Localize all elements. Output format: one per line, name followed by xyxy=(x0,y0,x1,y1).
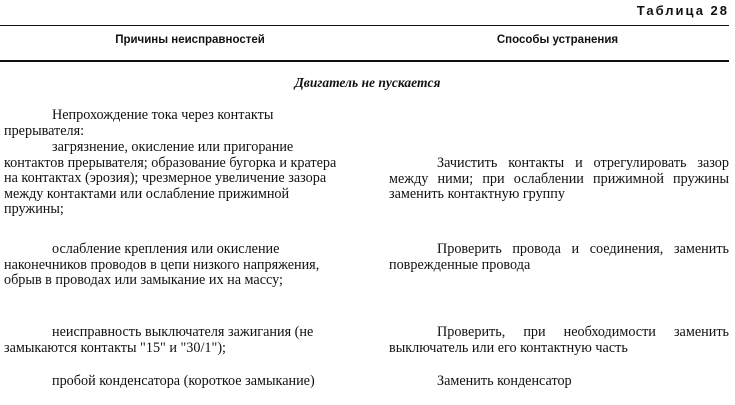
cause-2 xyxy=(4,242,346,289)
intro-label: Непрохождение тока через контакты прерывателя: xyxy=(4,107,274,139)
header-causes: Причины неисправностей xyxy=(115,34,265,46)
remedy-2 xyxy=(389,242,729,273)
cause-1-text: загрязнение, окисление или пригорание контактов прерывателя; образование бугорка и кратера на контактах (эрозия); чрезмерное увеличение зазора между контактами или ослабление прижимной пружины; xyxy=(4,139,337,217)
table-number: Таблица 28 xyxy=(636,3,729,18)
intro-text xyxy=(4,108,346,139)
top-rule xyxy=(0,25,729,26)
header-remedies: Способы устранения xyxy=(496,34,619,46)
cause-3 xyxy=(4,325,346,356)
cause-1 xyxy=(4,140,346,218)
remedy-3-text: Проверить, при необходимости заменить выключатель или его контактную часть xyxy=(389,324,729,356)
header-rule xyxy=(0,60,729,62)
remedy-3 xyxy=(389,325,729,356)
remedy-4-text: Заменить конденсатор xyxy=(437,373,572,389)
cause-4-text: пробой конденсатора (короткое замыкание) xyxy=(52,373,315,389)
section-title: Двигатель не пускается xyxy=(294,75,441,90)
cause-4 xyxy=(4,374,346,390)
remedy-4 xyxy=(389,374,729,390)
cause-2-text: ослабление крепления или окисление наконечников проводов в цепи низкого напряжения, обрыв в проводах или замыкание их на массу; xyxy=(4,241,320,288)
remedy-1-text: Зачистить контакты и отрегулировать зазор между ними; при ослаблении прижимной пружины заменить контактную группу xyxy=(389,155,729,202)
cause-3-text: неисправность выключателя зажигания (не замыкаются контакты "15" и "30/1"); xyxy=(4,324,314,356)
remedy-1 xyxy=(389,156,729,203)
remedy-2-text: Проверить провода и соединения, заменить поврежденные провода xyxy=(389,241,729,273)
